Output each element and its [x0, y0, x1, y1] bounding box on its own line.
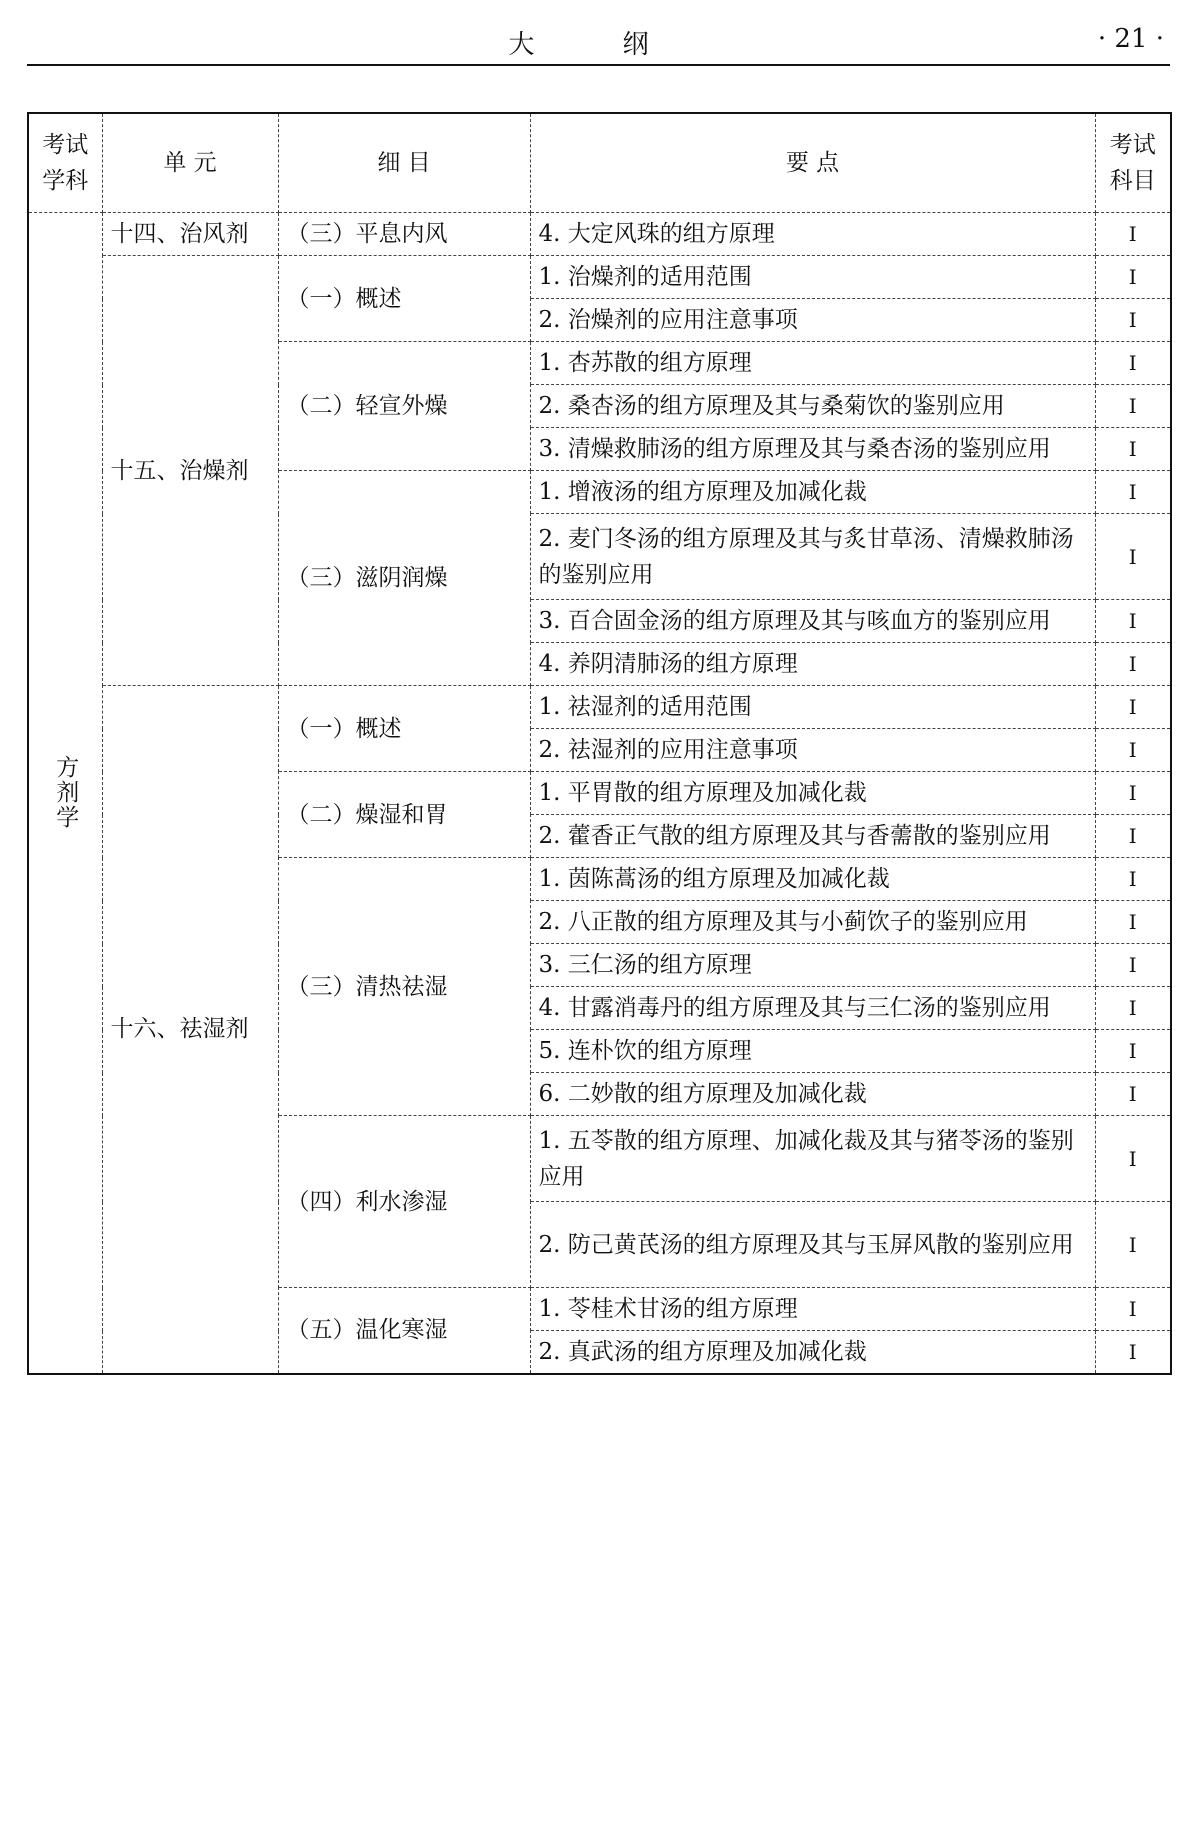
point-cell: 2. 八正散的组方原理及其与小蓟饮子的鉴别应用 — [530, 901, 1095, 944]
point-cell: 2. 藿香正气散的组方原理及其与香薷散的鉴别应用 — [530, 815, 1095, 858]
point-cell: 1. 茵陈蒿汤的组方原理及加减化裁 — [530, 858, 1095, 901]
point-cell: 5. 连朴饮的组方原理 — [530, 1030, 1095, 1073]
table-header-row — [28, 113, 1171, 213]
header-subject-label: 考试 学科 — [42, 132, 89, 194]
point-cell: 1. 杏苏散的组方原理 — [530, 342, 1095, 385]
exam-level-cell: Ⅰ — [1095, 901, 1171, 944]
header-subject — [28, 113, 102, 213]
point-cell: 1. 五苓散的组方原理、加减化裁及其与猪苓汤的鉴别应用 — [530, 1116, 1095, 1202]
exam-level-cell: Ⅰ — [1095, 514, 1171, 600]
exam-level-cell: Ⅰ — [1095, 256, 1171, 299]
point-cell: 6. 二妙散的组方原理及加减化裁 — [530, 1073, 1095, 1116]
exam-level-cell: Ⅰ — [1095, 686, 1171, 729]
header-exam-label: 考试 科目 — [1109, 132, 1156, 194]
item-cell: （一）概述 — [278, 256, 530, 342]
header-item: 细 目 — [278, 113, 530, 213]
exam-level-cell: Ⅰ — [1095, 428, 1171, 471]
item-cell: （三）清热祛湿 — [278, 858, 530, 1116]
point-cell: 1. 平胃散的组方原理及加减化裁 — [530, 772, 1095, 815]
point-cell: 1. 增液汤的组方原理及加减化裁 — [530, 471, 1095, 514]
item-cell: （五）温化寒湿 — [278, 1288, 530, 1374]
exam-level-cell: Ⅰ — [1095, 385, 1171, 428]
point-cell: 2. 治燥剂的应用注意事项 — [530, 299, 1095, 342]
table-row — [28, 686, 1171, 729]
point-cell: 4. 养阴清肺汤的组方原理 — [530, 643, 1095, 686]
exam-level-cell: Ⅰ — [1095, 729, 1171, 772]
exam-level-cell: Ⅰ — [1095, 1331, 1171, 1374]
subject-cell: 方剂学 — [28, 213, 102, 1374]
exam-level-cell: Ⅰ — [1095, 643, 1171, 686]
exam-level-cell: Ⅰ — [1095, 1073, 1171, 1116]
table-row — [28, 213, 1171, 256]
point-cell: 2. 桑杏汤的组方原理及其与桑菊饮的鉴别应用 — [530, 385, 1095, 428]
exam-level-cell: Ⅰ — [1095, 213, 1171, 256]
unit-cell: 十四、治风剂 — [102, 213, 278, 256]
header-point: 要 点 — [530, 113, 1095, 213]
point-cell: 2. 真武汤的组方原理及加减化裁 — [530, 1331, 1095, 1374]
item-cell: （一）概述 — [278, 686, 530, 772]
exam-level-cell: Ⅰ — [1095, 471, 1171, 514]
exam-level-cell: Ⅰ — [1095, 1116, 1171, 1202]
syllabus-table — [27, 112, 1172, 1375]
point-cell: 1. 苓桂术甘汤的组方原理 — [530, 1288, 1095, 1331]
exam-level-cell: Ⅰ — [1095, 1288, 1171, 1331]
page-title: 大 纲 — [508, 30, 689, 60]
table-body — [28, 213, 1171, 1374]
exam-level-cell: Ⅰ — [1095, 1202, 1171, 1288]
point-cell: 3. 三仁汤的组方原理 — [530, 944, 1095, 987]
exam-level-cell: Ⅰ — [1095, 600, 1171, 643]
exam-level-cell: Ⅰ — [1095, 858, 1171, 901]
table-row — [28, 256, 1171, 299]
item-cell: （三）滋阴润燥 — [278, 471, 530, 686]
point-cell: 2. 防己黄芪汤的组方原理及其与玉屏风散的鉴别应用 — [530, 1202, 1095, 1288]
point-cell: 3. 清燥救肺汤的组方原理及其与桑杏汤的鉴别应用 — [530, 428, 1095, 471]
point-cell: 2. 祛湿剂的应用注意事项 — [530, 729, 1095, 772]
page-header — [27, 0, 1170, 66]
page-number: · 21 · — [1097, 24, 1164, 54]
exam-level-cell: Ⅰ — [1095, 772, 1171, 815]
point-cell: 2. 麦门冬汤的组方原理及其与炙甘草汤、清燥救肺汤的鉴别应用 — [530, 514, 1095, 600]
unit-cell: 十五、治燥剂 — [102, 256, 278, 686]
exam-level-cell: Ⅰ — [1095, 944, 1171, 987]
exam-level-cell: Ⅰ — [1095, 342, 1171, 385]
header-unit: 单 元 — [102, 113, 278, 213]
exam-level-cell: Ⅰ — [1095, 815, 1171, 858]
point-cell: 3. 百合固金汤的组方原理及其与咳血方的鉴别应用 — [530, 600, 1095, 643]
item-cell: （二）轻宣外燥 — [278, 342, 530, 471]
point-cell: 1. 治燥剂的适用范围 — [530, 256, 1095, 299]
exam-level-cell: Ⅰ — [1095, 987, 1171, 1030]
unit-cell: 十六、祛湿剂 — [102, 686, 278, 1374]
item-cell: （二）燥湿和胃 — [278, 772, 530, 858]
item-cell: （三）平息内风 — [278, 213, 530, 256]
header-exam — [1095, 113, 1171, 213]
exam-level-cell: Ⅰ — [1095, 1030, 1171, 1073]
point-cell: 4. 大定风珠的组方原理 — [530, 213, 1095, 256]
item-cell: （四）利水渗湿 — [278, 1116, 530, 1288]
point-cell: 1. 祛湿剂的适用范围 — [530, 686, 1095, 729]
exam-level-cell: Ⅰ — [1095, 299, 1171, 342]
point-cell: 4. 甘露消毒丹的组方原理及其与三仁汤的鉴别应用 — [530, 987, 1095, 1030]
